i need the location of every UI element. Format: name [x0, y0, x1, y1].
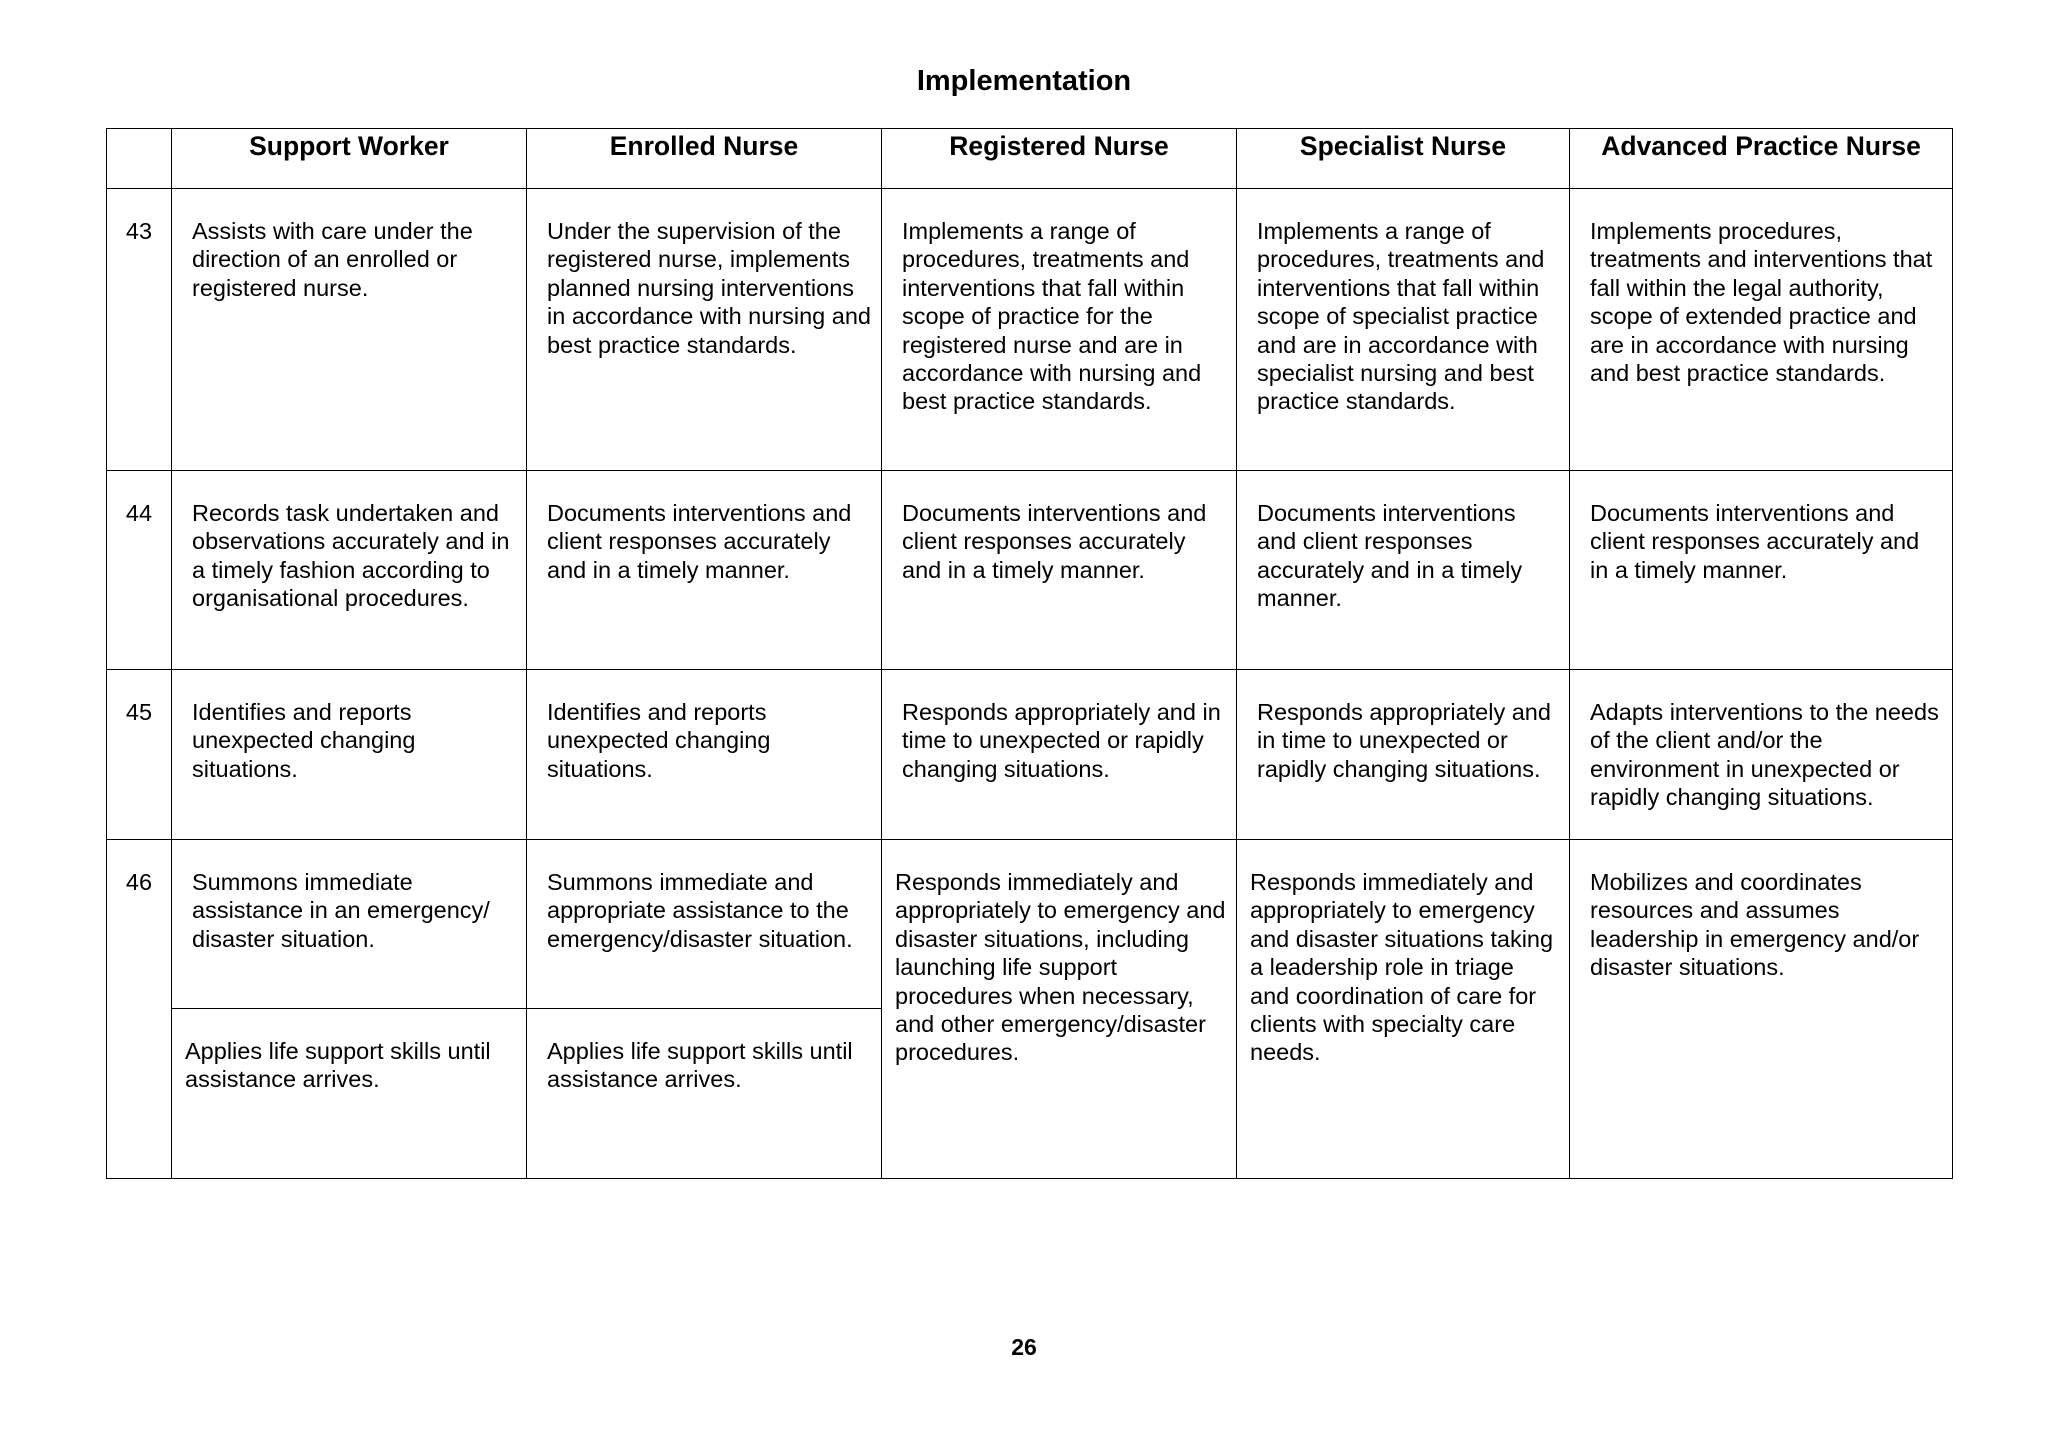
header-number	[107, 129, 172, 189]
specialist-nurse-cell: Documents interventions and client responses accurately and in a timely manner.	[1237, 471, 1570, 670]
header-advanced-practice-nurse: Advanced Practice Nurse	[1570, 129, 1953, 189]
registered-nurse-cell: Responds immediately and appropriately to emergency and disaster situations, including launching life support procedures when necessary, and other emergency/disaster procedures.	[882, 840, 1237, 1179]
registered-nurse-cell: Documents interventions and client responses accurately and in a timely manner.	[882, 471, 1237, 670]
row-number: 44	[107, 471, 172, 670]
table-row	[107, 670, 1953, 840]
row-number: 45	[107, 670, 172, 840]
table-row	[107, 471, 1953, 670]
enrolled-nurse-cell: Documents interventions and client responses accurately and in a timely manner.	[527, 471, 882, 670]
specialist-nurse-cell: Responds immediately and appropriately to emergency and disaster situations taking a leadership role in triage and coordination of care for clients with specialty care needs.	[1237, 840, 1570, 1179]
advanced-practice-nurse-cell: Mobilizes and coordinates resources and assumes leadership in emergency and/or disaster situations.	[1570, 840, 1953, 1179]
header-row	[107, 129, 1953, 189]
support-worker-cell: Summons immediate assistance in an emergency/ disaster situation.	[172, 840, 527, 1009]
support-worker-cell: Identifies and reports unexpected changing situations.	[172, 670, 527, 840]
advanced-practice-nurse-cell: Implements procedures, treatments and interventions that fall within the legal authority, scope of extended practice and are in accordance with nursing and best practice standards.	[1570, 189, 1953, 471]
enrolled-nurse-cell: Under the supervision of the registered nurse, implements planned nursing interventions in accordance with nursing and best practice standards.	[527, 189, 882, 471]
specialist-nurse-cell: Responds appropriately and in time to unexpected or rapidly changing situations.	[1237, 670, 1570, 840]
registered-nurse-cell: Responds appropriately and in time to unexpected or rapidly changing situations.	[882, 670, 1237, 840]
row-number: 46	[107, 840, 172, 1179]
advanced-practice-nurse-cell: Documents interventions and client responses accurately and in a timely manner.	[1570, 471, 1953, 670]
support-worker-cell: Records task undertaken and observations accurately and in a timely fashion according to organisational procedures.	[172, 471, 527, 670]
registered-nurse-cell: Implements a range of procedures, treatments and interventions that fall within scope of practice for the registered nurse and are in accordance with nursing and best practice standards.	[882, 189, 1237, 471]
enrolled-nurse-cell: Identifies and reports unexpected changing situations.	[527, 670, 882, 840]
table-row	[107, 189, 1953, 471]
enrolled-nurse-cell: Summons immediate and appropriate assistance to the emergency/disaster situation.	[527, 840, 882, 1009]
page-title: Implementation	[916, 65, 1132, 97]
page-number: 26	[1011, 1334, 1037, 1360]
enrolled-nurse-subcell: Applies life support skills until assistance arrives.	[527, 1009, 882, 1179]
support-worker-cell: Assists with care under the direction of an enrolled or registered nurse.	[172, 189, 527, 471]
header-registered-nurse: Registered Nurse	[882, 129, 1237, 189]
competency-table	[106, 128, 1953, 1179]
header-support-worker: Support Worker	[172, 129, 527, 189]
support-worker-subcell: Applies life support skills until assistance arrives.	[172, 1009, 527, 1179]
specialist-nurse-cell: Implements a range of procedures, treatments and interventions that fall within scope of specialist practice and are in accordance with specialist nursing and best practice standards.	[1237, 189, 1570, 471]
row-number: 43	[107, 189, 172, 471]
table-row	[107, 840, 1953, 1009]
header-specialist-nurse: Specialist Nurse	[1237, 129, 1570, 189]
header-enrolled-nurse: Enrolled Nurse	[527, 129, 882, 189]
advanced-practice-nurse-cell: Adapts interventions to the needs of the client and/or the environment in unexpected or rapidly changing situations.	[1570, 670, 1953, 840]
